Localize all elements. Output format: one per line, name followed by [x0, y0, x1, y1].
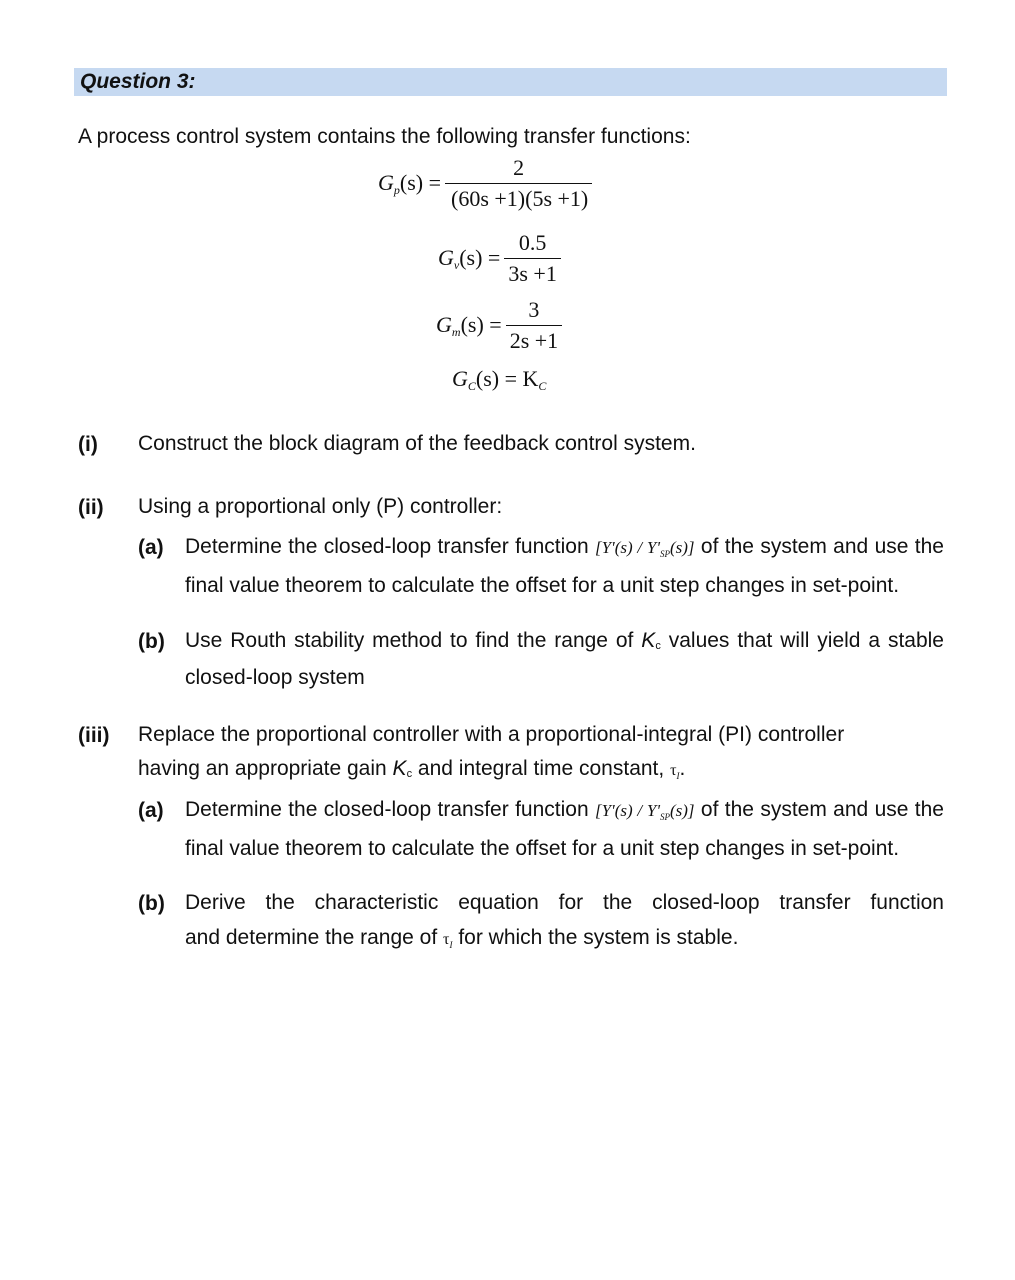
part-iii-line1: Replace the proportional controller with a proportional-integral (PI) controller: [138, 723, 845, 746]
gv-denominator: 3s +1: [504, 258, 560, 287]
tau-symbol: $\tau_I$: [670, 762, 680, 781]
part-iii-label: (iii): [78, 724, 110, 747]
part-ii-b-label: (b): [138, 630, 165, 653]
part-iii-b-line1: Derive the characteristic equation for the closed-loop transfer function: [185, 891, 944, 914]
gm-denominator: 2s +1: [506, 325, 562, 354]
part-i-text: Construct the block diagram of the feedback control system.: [138, 432, 696, 455]
part-iii-b-line2: and determine the range of $\tau_I$ for which the system is stable.: [185, 926, 739, 950]
part-ii-text: Using a proportional only (P) controller:: [138, 495, 503, 518]
part-iii-b-label: (b): [138, 892, 165, 915]
part-iii-a-text: Determine the closed-loop transfer function $[Y'(s) / Y'_{SP}(s)]$ of the system and use the final value theorem to calculate the offset for a unit step changes in set-point.: [185, 798, 944, 860]
gp-numerator: 2: [513, 155, 525, 180]
gm-numerator: 3: [528, 297, 540, 322]
part-ii-a-label: (a): [138, 536, 164, 559]
part-ii-b-text: Use Routh stability method to find the range of $K_c$ values that will yield a stable closed-loop system: [185, 629, 944, 689]
intro-text: A process control system contains the following transfer functions:: [78, 125, 691, 148]
transfer-ratio: $[Y'(s) / Y'_{SP}(s)]$: [594, 538, 695, 559]
equation-gm: $G_m(s)$ = $\frac{3}{2s +1}$: [436, 297, 562, 354]
gp-denominator: (60s +1)(5s +1): [445, 183, 592, 212]
equation-gc: $G_C(s) = K_C$: [452, 366, 547, 393]
part-i-label: (i): [78, 433, 98, 456]
gv-numerator: 0.5: [518, 230, 547, 255]
question-header: [74, 68, 947, 96]
question-title: Question 3:: [80, 70, 196, 93]
part-ii-a-text: Determine the closed-loop transfer function $[Y'(s) / Y'_{SP}(s)]$ of the system and use the final value theorem to calculate the offset for a unit step changes in set-point.: [185, 535, 944, 597]
kc-symbol: $K_c$: [641, 629, 661, 652]
part-iii-line2: having an appropriate gain $K_c$ and integral time constant, $\tau_I$.: [138, 757, 686, 781]
part-iii-a-label: (a): [138, 799, 164, 822]
part-ii-label: (ii): [78, 496, 104, 519]
equation-gv: $G_v(s)$ = $\frac{0.5}{3s +1}$: [438, 230, 561, 287]
equation-gp: $G_p(s)$ = $\frac{2}{(60s +1)(5s +1)}$: [378, 155, 592, 212]
